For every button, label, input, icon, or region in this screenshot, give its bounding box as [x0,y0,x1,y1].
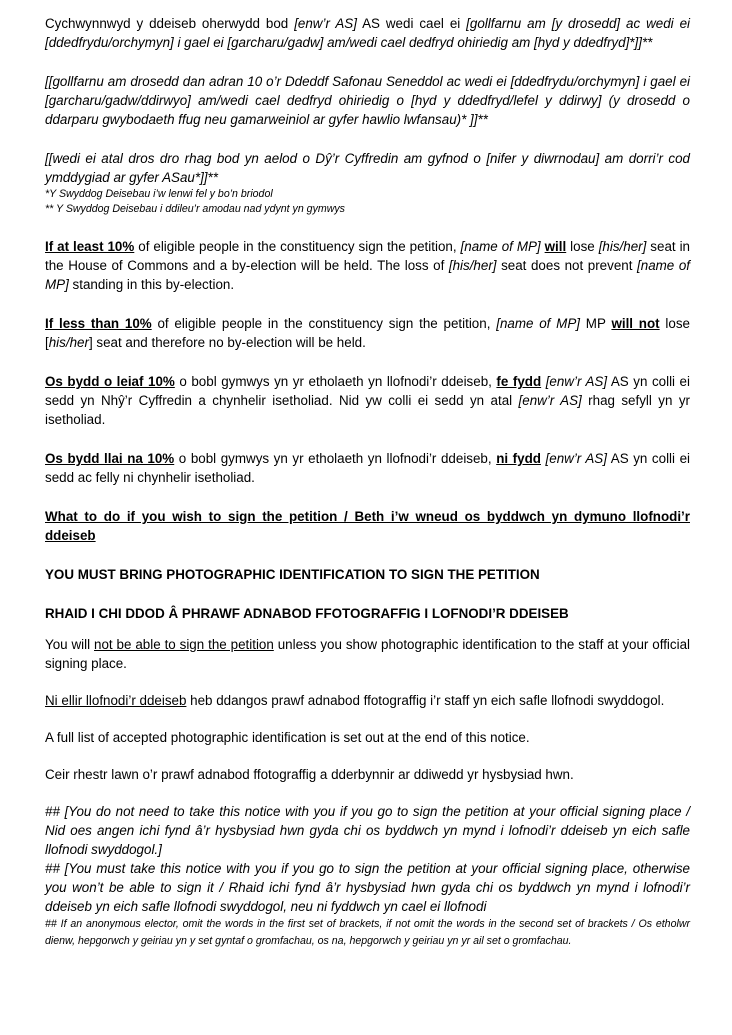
petition-notice-page [45,14,690,950]
welsh-footnote-1: *Y Swyddog Deisebau i’w lenwi fel y bo’n briodol [45,188,273,200]
full-list-welsh: Ceir rhestr lawn o’r prawf adnabod ffotograffig a dderbynnir ar ddiwedd yr hysbysiad hwn. [45,767,574,782]
not-able-to-sign-english: You will not be able to sign the petition unless you show photographic identification to the staff at your official signing place. [45,637,690,671]
photo-id-heading-welsh: RHAID I CHI DDOD Â PHRAWF ADNABOD FFOTOGRAFFIG I LOFNODI’R DDEISEB [45,606,569,621]
less-than-10-welsh: Os bydd llai na 10% o bobl gymwys yn yr etholaeth yn llofnodi’r ddeiseb, ni fydd [enw’r AS] AS yn colli ei sedd ac felly ni chynhelir isetholiad. [45,451,690,485]
welsh-suspension-paragraph: [[wedi ei atal dros dro rhag bod yn aelod o Dŷ’r Cyffredin am gyfnod o [nifer y diwrnodau] am dorri’r cod ymddygiad ar gyfer ASau*]]** [45,151,690,185]
less-than-10-english: If less than 10% of eligible people in the constituency sign the petition, [name of MP] MP will not lose [his/her] seat and therefore no by-election will be held. [45,316,690,350]
welsh-offence-paragraph: [[gollfarnu am drosedd dan adran 10 o’r Ddeddf Safonau Seneddol ac wedi ei [ddedfrydu/orchymyn] i gael ei [garcharu/gadw/ddirwyo] am/wedi cael dedfryd ohiriedig o [hyd y ddedfryd/lefel y ddirwy] (y drosedd o ddarparu gwybodaeth ffug neu gamarweiniol ar gyfer hawlio lwfansau)* ]]** [45,74,690,127]
welsh-reason-paragraph: Cychwynnwyd y ddeiseb oherwydd bod [enw’r AS] AS wedi cael ei [gollfarnu am [y drosedd] ac wedi ei [ddedfrydu/orchymyn] i gael ei [garcharu/gadw] am/wedi cael dedfryd ohiriedig am [hyd y ddedfryd]*]]** [45,16,690,50]
at-least-10-english: If at least 10% of eligible people in the constituency sign the petition, [name of MP] will lose [his/her] seat in the House of Commons and a by-election will be held. The loss of [his/her] seat does not prevent [name of MP] standing in this by-election. [45,239,690,292]
at-least-10-welsh: Os bydd o leiaf 10% o bobl gymwys yn yr etholaeth yn llofnodi’r ddeiseb, fe fydd [enw’r AS] AS yn colli ei sedd yn Nhŷ’r Cyffredin a chynhelir isetholiad. Nid yw colli ei sedd yn atal [enw’r AS] rhag sefyll yn yr isetholiad. [45,374,690,427]
no-need-to-take-notice: ## [You do not need to take this notice with you if you go to sign the petition at your official signing place / Nid oes angen ichi fynd â’r hysbysiad hwn gyda chi os byddwch yn mynd i lofnodi’r ddeiseb yn eich safle llofnodi swyddogol.] [45,804,690,857]
must-take-notice: ## [You must take this notice with you if you go to sign the petition at your official signing place, otherwise you won’t be able to sign it / Rhaid ichi fynd â’r hysbysiad hwn gyda chi os byddwch yn mynd i lofnodi’r ddeiseb yn eich safle llofnodi swyddogol, neu ni fyddwch yn cael ei llofnodi [45,861,690,914]
not-able-to-sign-welsh: Ni ellir llofnodi’r ddeiseb heb ddangos prawf adnabod ffotograffig i’r staff yn eich safle llofnodi swyddogol. [45,693,665,708]
anonymous-elector-note: ## If an anonymous elector, omit the words in the first set of brackets, if not omit the words in the second set of brackets / Os etholwr dienw, hepgorwch y geiriau yn y set gyntaf o gromfachau, os na, hepgorwch y geiriau yn yr ail set o gromfachau. [45,918,690,947]
full-list-english: A full list of accepted photographic identification is set out at the end of this notice. [45,730,530,745]
what-to-do-heading: What to do if you wish to sign the petition / Beth i’w wneud os byddwch yn dymuno llofnodi’r ddeiseb [45,509,690,543]
photo-id-heading-english: YOU MUST BRING PHOTOGRAPHIC IDENTIFICATION TO SIGN THE PETITION [45,567,540,582]
welsh-footnote-2: ** Y Swyddog Deisebau i ddileu’r amodau nad ydynt yn gymwys [45,203,345,215]
